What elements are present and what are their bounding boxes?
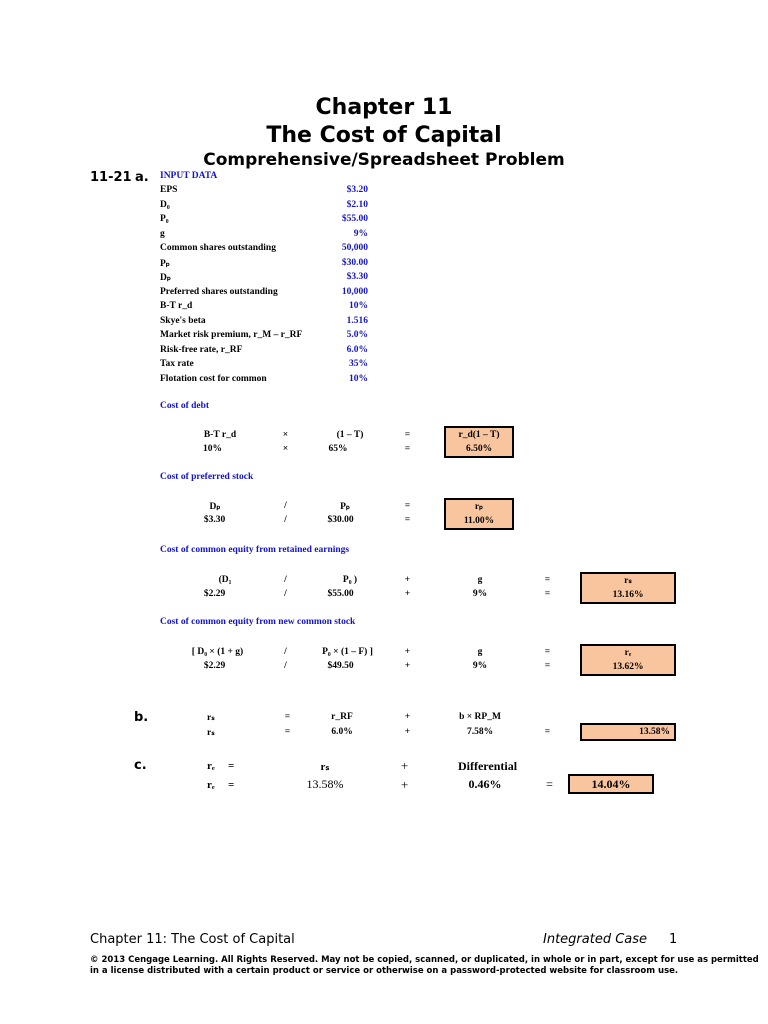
c-h3: Differential xyxy=(457,759,518,773)
b-eq-row2b: = xyxy=(544,727,551,737)
footer-chapter: Chapter 11: The Cost of Capital xyxy=(90,932,295,947)
b-h2: r_RF xyxy=(331,712,353,722)
c-eq-row2: = xyxy=(228,779,235,791)
part-b-result-box xyxy=(580,723,676,741)
chapter-number: Chapter 11 xyxy=(315,95,453,120)
input-value: $3.30 xyxy=(346,272,368,282)
ret-op2: + xyxy=(404,575,411,585)
ret-h2: P₀ ) xyxy=(342,575,358,585)
pref-h2: Pₚ xyxy=(340,502,350,512)
cost-of-preferred-heading: Cost of preferred stock xyxy=(160,472,254,482)
ret-h1: (D₁ xyxy=(218,575,232,585)
chapter-title: The Cost of Capital xyxy=(266,123,502,148)
footer-integrated-case: Integrated Case xyxy=(543,932,648,947)
input-value: 10% xyxy=(349,373,368,384)
b-plus-row2: + xyxy=(404,727,411,737)
input-label: Pₚ xyxy=(160,258,170,269)
ret-h3: g xyxy=(477,575,483,585)
cost-of-retained-heading: Cost of common equity from retained earnings xyxy=(160,545,350,555)
cost-of-preferred-result-box xyxy=(444,498,514,530)
ret-v3: 9% xyxy=(472,589,488,599)
input-value: $30.00 xyxy=(341,257,368,268)
b-eq: = xyxy=(284,712,291,722)
pref-eq-row2: = xyxy=(404,515,411,525)
input-value: 35% xyxy=(349,359,368,369)
pref-v1: $3.30 xyxy=(203,515,226,525)
new-result-value: 13.62% xyxy=(612,662,644,672)
part-c-label: c. xyxy=(134,758,147,773)
c-plus-row2: + xyxy=(400,777,409,792)
debt-eq-row2: = xyxy=(404,444,411,454)
new-op1: / xyxy=(284,647,287,657)
input-label: Risk-free rate, r_RF xyxy=(160,344,243,355)
pref-op1: / xyxy=(284,501,287,511)
ret-result-label: rₛ xyxy=(624,576,632,586)
ret-op1-row2: / xyxy=(284,589,287,599)
c-plus: + xyxy=(400,758,409,773)
part-a-label: a. xyxy=(135,170,149,185)
c-eq: = xyxy=(228,760,235,772)
pref-result-value: 11.00% xyxy=(463,516,495,526)
input-label: EPS xyxy=(160,185,178,195)
new-v3: 9% xyxy=(472,661,488,671)
b-v2: 6.0% xyxy=(331,727,353,737)
new-h1: [ D₀ × (1 + g) xyxy=(191,647,244,657)
debt-v1: 10% xyxy=(203,444,222,454)
c-eq-row2b: = xyxy=(546,777,553,791)
input-value: $3.20 xyxy=(346,185,368,195)
b-h1: rₛ xyxy=(207,713,215,723)
input-value: $55.00 xyxy=(341,214,368,224)
cost-of-new-stock-result-box xyxy=(580,644,676,676)
input-value: 6.0% xyxy=(346,344,368,355)
ret-eq-row2: = xyxy=(544,589,551,599)
part-c-result-box xyxy=(568,774,654,794)
input-label: Dₚ xyxy=(160,273,171,283)
c-h2: rₛ xyxy=(320,761,330,773)
footer-page-number: 1 xyxy=(669,932,678,947)
input-value: 10,000 xyxy=(341,286,368,297)
ret-op1: / xyxy=(284,575,287,585)
b-v3: 7.58% xyxy=(466,727,494,737)
input-label: Flotation cost for common xyxy=(160,373,267,384)
pref-v2: $30.00 xyxy=(327,515,354,525)
input-label: B-T r_d xyxy=(160,301,193,311)
new-op1-row2: / xyxy=(284,661,287,671)
b-result-value: 13.58% xyxy=(639,727,670,737)
new-eq: = xyxy=(544,647,551,657)
debt-result-label: r_d(1 – T) xyxy=(458,430,500,440)
c-v2: 13.58% xyxy=(306,777,344,791)
new-h3: g xyxy=(477,647,483,657)
b-plus: + xyxy=(404,712,411,722)
cost-of-debt-heading: Cost of debt xyxy=(160,401,210,411)
input-label: Market risk premium, r_M – r_RF xyxy=(160,330,303,340)
b-v1: rₛ xyxy=(207,728,215,738)
input-data-heading: INPUT DATA xyxy=(160,171,218,181)
debt-result-value: 6.50% xyxy=(465,444,493,454)
pref-eq: = xyxy=(404,501,411,511)
b-h3: b × RP_M xyxy=(459,712,501,722)
debt-h2: (1 – T) xyxy=(336,430,364,440)
new-v1: $2.29 xyxy=(203,661,226,671)
debt-h1: B-T r_d xyxy=(203,430,237,440)
pref-result-label: rₚ xyxy=(474,502,484,512)
cost-of-retained-result-box xyxy=(580,572,676,604)
input-label: Common shares outstanding xyxy=(160,243,276,253)
problem-subtitle: Comprehensive/Spreadsheet Problem xyxy=(203,150,565,170)
new-v2: $49.50 xyxy=(327,661,354,671)
c-v1: rₑ xyxy=(207,779,215,791)
input-value: 50,000 xyxy=(341,243,368,253)
input-label: g xyxy=(160,228,165,239)
input-value: $2.10 xyxy=(346,199,368,210)
ret-v1: $2.29 xyxy=(203,589,226,599)
copyright-line-2: in a license distributed with a certain product or service or otherwise on a password-protected website for classroom use. xyxy=(90,966,679,976)
copyright-line-1: © 2013 Cengage Learning. All Rights Reserved. May not be copied, scanned, or duplicated, in whole or in part, except for use as permitted xyxy=(90,955,759,965)
input-label: P₀ xyxy=(160,214,169,224)
input-label: Preferred shares outstanding xyxy=(160,286,278,297)
cost-of-debt-result-box xyxy=(444,426,514,458)
new-eq-row2: = xyxy=(544,661,551,671)
b-eq-row2: = xyxy=(284,727,291,737)
input-value: 5.0% xyxy=(346,330,368,340)
ret-result-value: 13.16% xyxy=(612,590,644,600)
debt-v2: 65% xyxy=(328,444,348,454)
input-label: D₀ xyxy=(160,199,170,210)
c-v3: 0.46% xyxy=(468,777,502,791)
ret-v2: $55.00 xyxy=(327,589,354,599)
new-op2-row2: + xyxy=(404,661,411,671)
debt-op1: × xyxy=(282,430,289,440)
input-label: Tax rate xyxy=(160,359,194,369)
ret-eq: = xyxy=(544,575,551,585)
c-result-value: 14.04% xyxy=(591,777,631,791)
input-label: Skye's beta xyxy=(160,315,206,326)
new-op2: + xyxy=(404,647,411,657)
debt-op1-row2: × xyxy=(282,444,289,454)
pref-h1: Dₚ xyxy=(209,502,221,512)
ret-op2-row2: + xyxy=(404,589,411,599)
pref-op1-row2: / xyxy=(284,515,287,525)
input-value: 9% xyxy=(353,228,368,239)
debt-eq: = xyxy=(404,430,411,440)
new-result-label: rₑ xyxy=(624,648,632,658)
problem-number: 11-21 xyxy=(90,170,132,185)
cost-of-new-stock-heading: Cost of common equity from new common stock xyxy=(160,617,356,627)
input-value: 10% xyxy=(349,301,368,311)
part-b-label: b. xyxy=(134,710,149,725)
input-value: 1.516 xyxy=(346,315,368,326)
c-h1: rₑ xyxy=(207,760,215,772)
new-h2: P₀ × (1 – F) ] xyxy=(322,647,373,657)
